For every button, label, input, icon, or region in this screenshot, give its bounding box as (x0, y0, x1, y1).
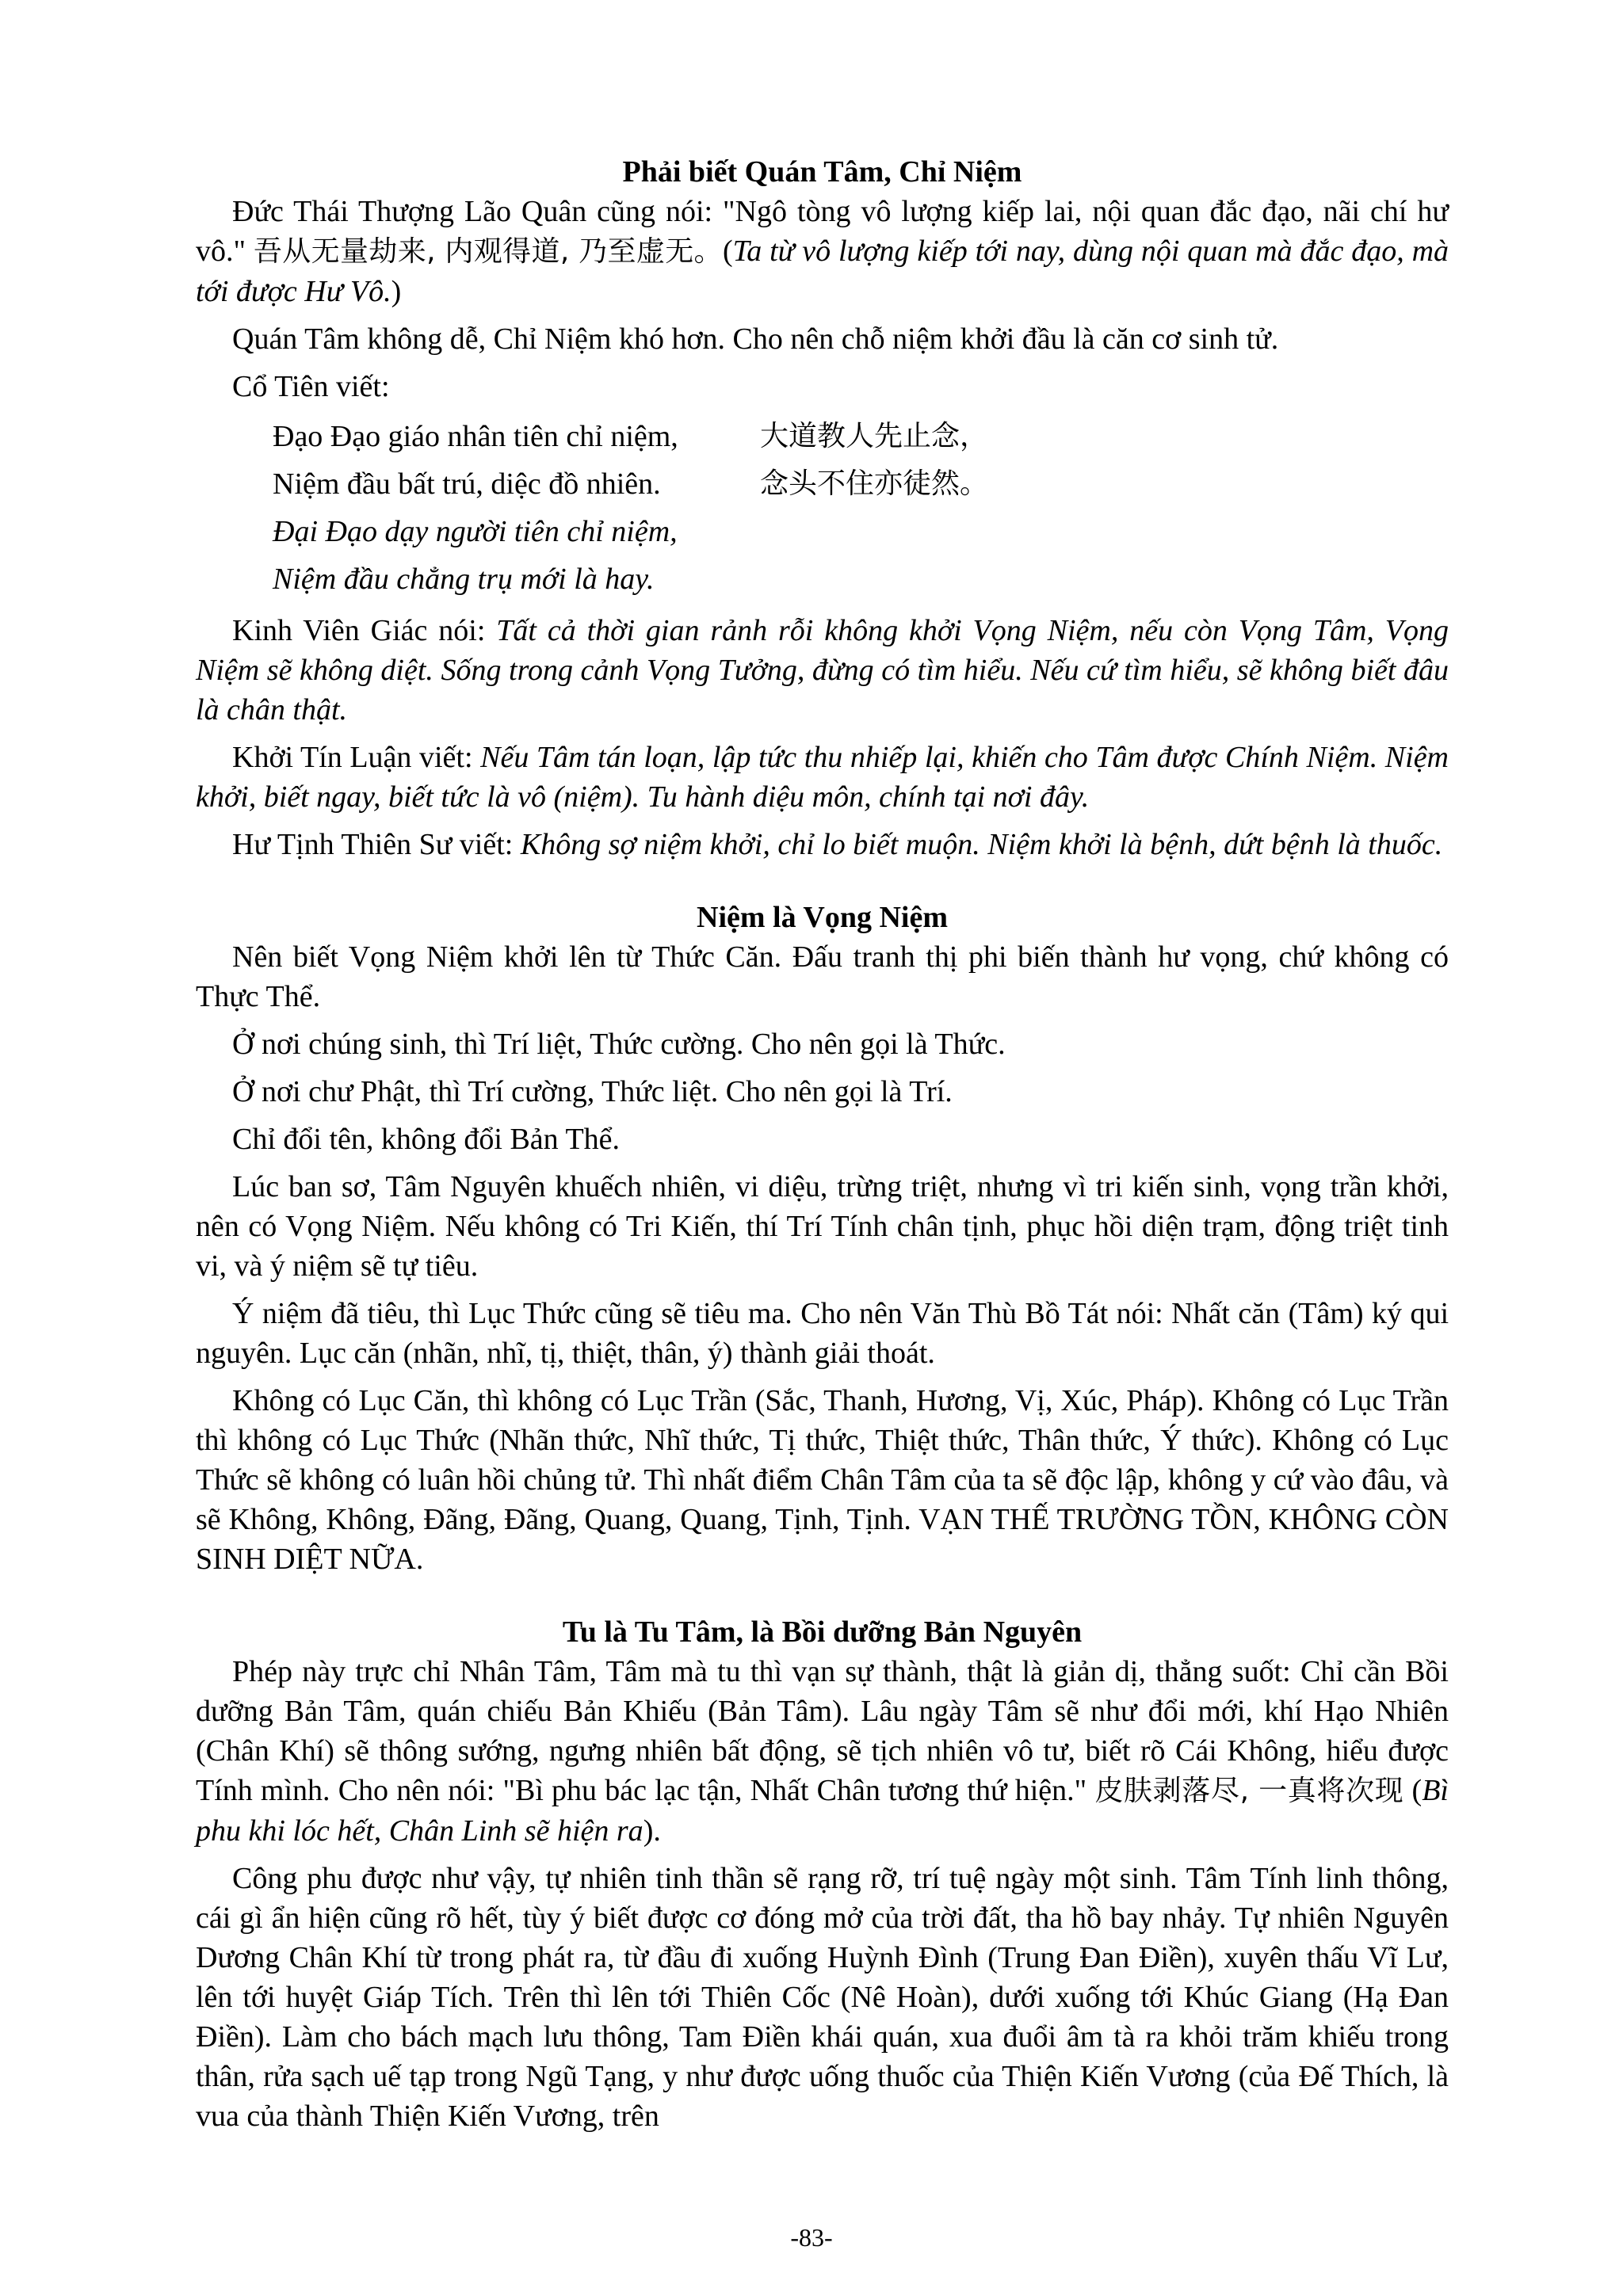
italic-translation: Bì phu khi lóc hết, Chân Linh sẽ hiện ra (196, 1774, 1449, 1848)
chinese-text: 皮肤剥落尽, 一真将次现 (1094, 1775, 1404, 1807)
paragraph-lead: Hư Tịnh Thiên Sư viết: (232, 828, 521, 861)
paren-open: ( (1403, 1774, 1423, 1807)
paragraph-text: Phép này trực chỉ Nhân Tâm, Tâm mà tu thì vạn sự thành, thật là giản dị, thẳng suốt: Chỉ cần Bồi dưỡng Bản Tâm, quán chiếu Bản Khiếu (Bản Tâm). Lâu ngày Tâm sẽ như đổi mới, khí Hạo Nhiên (Chân Khí) sẽ thông sướng, ngưng nhiên bất động, sẽ tịch nhiên vô tư, biết rõ Cái Không, hiểu được Tính mình. Cho nên nói: "Bì phu bác lạc tận, Nhất Chân tương thứ hiện." (196, 1655, 1449, 1807)
paragraph: Lúc ban sơ, Tâm Nguyên khuếch nhiên, vi diệu, trừng triệt, nhưng vì tri kiến sinh, vọng trần khởi, nên có Vọng Niệm. Nếu không có Tri Kiến, thí Trí Tính chân tịnh, phục hồi diện trạm, động triệt tinh vi, và ý niệm sẽ tự tiêu. (196, 1170, 1449, 1283)
paragraph: Ý niệm đã tiêu, thì Lục Thức cũng sẽ tiêu ma. Cho nên Văn Thù Bồ Tát nói: Nhất căn (Tâm) ký qui nguyên. Lục căn (nhãn, nhĩ, tị, thiệt, thân, ý) thành giải thoát. (196, 1297, 1449, 1370)
paragraph: Quán Tâm không dễ, Chỉ Niệm khó hơn. Cho nên chỗ niệm khởi đầu là căn cơ sinh tử. (232, 322, 1279, 356)
poem-line-translation: Đại Đạo dạy người tiên chỉ niệm, (273, 515, 678, 548)
poem-line-vietnamese: Niệm đầu bất trú, diệc đồ nhiên. (273, 467, 661, 501)
poem-line-chinese: 念头不住亦徒然。 (760, 467, 989, 500)
italic-translation: Ta từ vô lượng kiếp tới nay, dùng nội quan mà đắc đạo, mà tới được Hư Vô. (196, 235, 1449, 308)
paragraph: Nên biết Vọng Niệm khởi lên từ Thức Căn. Đấu tranh thị phi biến thành hư vọng, chứ không có Thực Thể. (196, 940, 1449, 1013)
poem-line-vietnamese: Đạo Đạo giáo nhân tiên chỉ niệm, (273, 420, 678, 453)
paragraph (196, 192, 1449, 311)
paragraph: Cổ Tiên viết: (232, 370, 390, 403)
paragraph (196, 825, 1449, 864)
page-number: -83- (790, 2223, 833, 2252)
paragraph-text: Đức Thái Thượng Lão Quân cũng nói: "Ngô tòng vô lượng kiếp lai, nội quan đắc đạo, nãi chí hư vô." (196, 195, 1449, 268)
italic-quote: Tất cả thời gian rảnh rỗi không khởi Vọng Niệm, nếu còn Vọng Tâm, Vọng Niệm sẽ không diệt. Sống trong cảnh Vọng Tưởng, đừng có tìm hiểu. Nếu cứ tìm hiểu, sẽ không biết đâu là chân thật. (196, 614, 1449, 727)
page-content (196, 152, 1449, 2136)
poem-block (273, 413, 1449, 603)
italic-quote: Nếu Tâm tán loạn, lập tức thu nhiếp lại, khiến cho Tâm được Chính Niệm. Niệm khởi, biết ngay, biết tức là vô (niệm). Tu hành diệu môn, chính tại nơi đây. (196, 741, 1449, 814)
paragraph: Ở nơi chúng sinh, thì Trí liệt, Thức cường. Cho nên gọi là Thức. (232, 1028, 1006, 1061)
paren-close: ). (643, 1814, 661, 1848)
paragraph-lead: Kinh Viên Giác nói: (232, 614, 497, 647)
paragraph (196, 611, 1449, 730)
paragraph: Không có Lục Căn, thì không có Lục Trần (Sắc, Thanh, Hương, Vị, Xúc, Pháp). Không có Lục Trần thì không có Lục Thức (Nhãn thức, Nhĩ thức, Tị thức, Thiệt thức, Thân thức, Ý thức). Không có Lục Thức sẽ không có luân hồi chủng tử. Thì nhất điểm Chân Tâm của ta sẽ độc lập, không y cứ vào đâu, và sẽ Không, Không, Đãng, Đãng, Quang, Quang, Tịnh, Tịnh. VẠN THẾ TRƯỜNG TỒN, KHÔNG CÒN SINH DIỆT NỮA. (196, 1384, 1449, 1576)
section-title-vong-niem: Niệm là Vọng Niệm (697, 901, 948, 934)
paragraph: Công phu được như vậy, tự nhiên tinh thần sẽ rạng rỡ, trí tuệ ngày một sinh. Tâm Tính linh thông, cái gì ẩn hiện cũng rõ hết, tùy ý biết được cơ đóng mở của trời đất, tha hồ bay nhảy. Tự nhiên Nguyên Dương Chân Khí từ trong phát ra, từ đầu đi xuống Huỳnh Đình (Trung Đan Điền), xuyên thấu Vĩ Lư, lên tới huyệt Giáp Tích. Trên thì lên tới Thiên Cốc (Nê Hoàn), dưới xuống tới Khúc Giang (Hạ Đan Điền). Làm cho bách mạch lưu thông, Tam Điền khái quán, xua đuổi âm tà ra khỏi trăm khiếu trong thân, rửa sạch uế tạp trong Ngũ Tạng, y như được uống thuốc của Thiện Kiến Vương (của Đế Thích, là vua của thành Thiện Kiến Vương, trên (196, 1862, 1449, 2133)
paren-open: ( (722, 235, 733, 268)
section-title-quan-tam: Phải biết Quán Tâm, Chỉ Niệm (622, 155, 1022, 189)
paragraph (196, 1652, 1449, 1851)
chinese-text: 吾从无量劫来, 内观得道, 乃至虚无。 (253, 235, 723, 268)
paren-close: ) (391, 275, 402, 308)
paragraph (196, 738, 1449, 817)
italic-quote: Không sợ niệm khởi, chỉ lo biết muộn. Niệm khởi là bệnh, dứt bệnh là thuốc. (520, 828, 1443, 861)
poem-line-chinese: 大道教人先止念， (760, 420, 989, 452)
paragraph: Chỉ đổi tên, không đổi Bản Thể. (232, 1123, 621, 1156)
poem-line (273, 460, 1449, 508)
paragraph-lead: Khởi Tín Luận viết: (232, 741, 481, 774)
paragraph: Ở nơi chư Phật, thì Trí cường, Thức liệt. Cho nên gọi là Trí. (232, 1075, 953, 1108)
poem-line (273, 413, 1449, 460)
poem-line-translation: Niệm đầu chẳng trụ mới là hay. (273, 563, 655, 596)
section-title-tu-tam: Tu là Tu Tâm, là Bồi dưỡng Bản Nguyên (562, 1615, 1083, 1649)
